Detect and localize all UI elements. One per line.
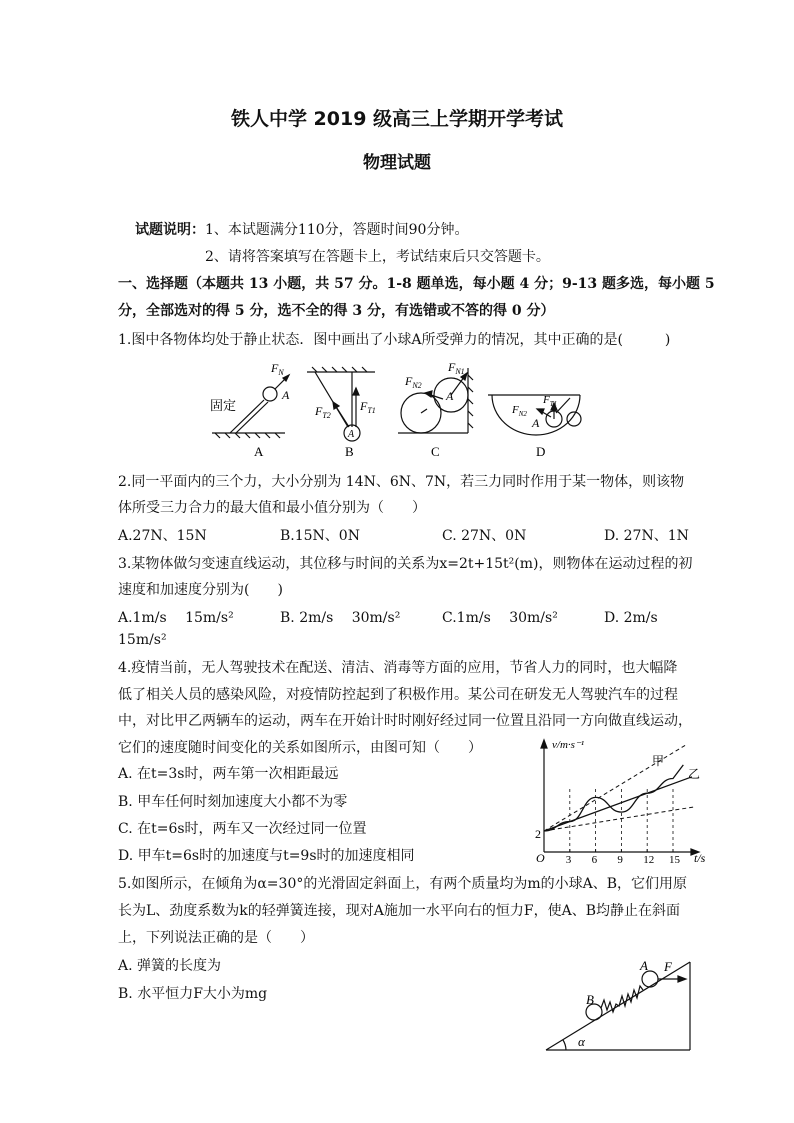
- q1a-ball: A: [282, 388, 290, 402]
- q3-option-c: C.1m/s 30m/s²: [442, 610, 558, 626]
- q1a-fixed-label: 固定: [210, 398, 237, 413]
- vt-origin: O: [536, 851, 545, 865]
- q2-option-c: C. 27N、0N: [442, 528, 527, 544]
- vt-upper-envelope: [544, 745, 686, 831]
- q1d-fn2-sub: N2: [518, 410, 527, 418]
- q1d-ball: A: [532, 416, 540, 430]
- q1b-ft1: F: [360, 399, 368, 413]
- q1-label-c: C: [431, 444, 440, 459]
- q1-figure: [0, 355, 794, 465]
- q1b-ball: A: [348, 429, 355, 440]
- q3-option-d-wrap: 15m/s²: [118, 632, 167, 648]
- q4-stem-4: 它们的速度随时间变化的关系如图所示，由图可知（ ）: [118, 740, 482, 756]
- svg-text:FN2: [404, 374, 422, 390]
- q1b-ft1-sub: T1: [367, 406, 376, 415]
- q5-stem-2: 长为L、劲度系数为k的轻弹簧连接，现对A施加一水平向右的恒力F，使A、B均静止在斜面: [118, 903, 681, 919]
- q4-option-b: B. 甲车任何时刻加速度大小都不为零: [118, 794, 348, 810]
- q1b-ft2-sub: T2: [322, 411, 331, 420]
- instructions-line-1: [135, 221, 468, 239]
- q1c-fn2: F: [405, 374, 413, 388]
- q5-stem-1: 5.如图所示，在倾角为α=30°的光滑固定斜面上，有两个质量均为m的小球A、B，它们用原: [118, 876, 688, 892]
- q2-option-d: D. 27N、1N: [604, 528, 689, 544]
- vt-guides: [544, 745, 695, 852]
- q1d-ft1-sub: T1: [549, 400, 558, 408]
- q4-option-d: D. 甲车t=6s时的加速度与t=9s时的加速度相同: [118, 848, 415, 864]
- q1d-ft1: F: [543, 394, 550, 406]
- vt-tick-label: 3: [565, 854, 572, 866]
- q3-option-d: D. 2m/s: [604, 610, 658, 626]
- vt-ylabel: v/m·s⁻¹: [552, 739, 585, 751]
- q2-stem-1: 2.同一平面内的三个力，大小分别为 14N、6N、7N，若三力同时作用于某一物体，则该物: [118, 474, 685, 490]
- q2-option-b: B.15N、0N: [280, 528, 360, 544]
- vt-jia-label: 甲: [652, 754, 665, 768]
- vt-tick-label: 12: [643, 854, 655, 866]
- q5-option-b: B. 水平恒力F大小为mg: [118, 986, 268, 1002]
- q2-option-a: A.27N、15N: [118, 528, 207, 544]
- q1c-fn1: F: [448, 360, 456, 374]
- q5-incline-figure: [540, 955, 700, 1055]
- vt-series: [544, 765, 692, 831]
- q5-ball-a: A: [640, 958, 648, 973]
- vt-series-yi: [544, 777, 692, 831]
- instructions-label: 试题说明：: [135, 222, 205, 238]
- instructions-line-2: 2、请将答案填写在答题卡上，考试结束后只交答题卡。: [205, 249, 550, 265]
- instructions-text-1: 1、本试题满分110分，答题时间90分钟。: [205, 222, 469, 238]
- svg-text:FN: [270, 361, 284, 377]
- q5-ball-b: B: [586, 992, 594, 1007]
- q1c-ball: A: [446, 389, 454, 403]
- q1c-fn2-sub: N2: [412, 381, 422, 390]
- q4-option-a: A. 在t=3s时，两车第一次相距最远: [118, 766, 339, 782]
- q1c-fn1-sub: N1: [455, 367, 465, 376]
- q3-option-b: B. 2m/s 30m/s²: [280, 610, 401, 626]
- q4-vt-graph: [530, 735, 710, 865]
- q4-stem-2: 低了相关人员的感染风险，对疫情防控起到了积极作用。某公司在研发无人驾驶汽车的过程: [118, 687, 678, 703]
- q1-stem: 1.图中各物体均处于静止状态．图中画出了小球A所受弹力的情况，其中正确的是( ): [118, 332, 671, 348]
- vt-y0: 2: [535, 827, 541, 841]
- svg-text:FN1: [447, 360, 465, 376]
- svg-text:FT1: [542, 394, 557, 408]
- vt-tick-label: 6: [591, 854, 598, 866]
- q3-stem-2: 速度和加速度分别为( ): [118, 582, 283, 598]
- svg-text:FT2: [314, 404, 331, 420]
- q3-option-a: A.1m/s 15m/s²: [118, 610, 234, 626]
- vt-tick-label: 9: [617, 854, 623, 866]
- q1d-fn2: F: [512, 404, 519, 416]
- vt-yi-label: 乙: [688, 767, 701, 781]
- subject-title: 物理试题: [363, 153, 431, 173]
- q1b-ft2: F: [315, 404, 323, 418]
- q1a-fn: F: [271, 361, 279, 375]
- vt-lower-envelope: [544, 807, 695, 831]
- q5-angle-alpha: α: [578, 1034, 585, 1049]
- vt-series-jia: [544, 765, 683, 831]
- q4-option-c: C. 在t=6s时，两车又一次经过同一位置: [118, 821, 367, 837]
- vt-tick-label: 15: [669, 854, 680, 866]
- q3-stem-1: 3.某物体做匀变速直线运动，其位移与时间的关系为x=2t+15t²(m)，则物体在运动过程的初: [118, 556, 693, 572]
- q1-label-b: B: [345, 444, 354, 459]
- q5-option-a: A. 弹簧的长度为: [118, 958, 222, 974]
- section-heading-2: 分，全部选对的得 5 分，选不全的得 3 分，有选错或不答的得 0 分）: [118, 303, 555, 319]
- q1-label-a: A: [254, 444, 264, 459]
- q4-stem-1: 4.疫情当前，无人驾驶技术在配送、清洁、消毒等方面的应用，节省人力的同时，也大幅降: [118, 660, 678, 676]
- section-heading-1: 一、选择题（本题共 13 小题，共 57 分。1-8 题单选，每小题 4 分；9-13 题多选，每小题 5: [118, 276, 715, 292]
- q5-force-f: F: [664, 959, 672, 974]
- svg-text:FN2: [511, 404, 527, 418]
- q5-stem-3: 上，下列说法正确的是（ ）: [118, 930, 314, 946]
- svg-text:FT1: [359, 399, 376, 415]
- q4-stem-3: 中，对比甲乙两辆车的运动，两车在开始计时时刚好经过同一位置且沿同一方向做直线运动，: [118, 713, 692, 729]
- vt-xlabel: t/s: [694, 851, 706, 865]
- q1a-fn-sub: N: [278, 368, 284, 377]
- q1-label-d: D: [536, 444, 546, 459]
- q2-stem-2: 体所受三力合力的最大值和最小值分别为（ ）: [118, 500, 426, 516]
- exam-title: 铁人中学 2019 级高三上学期开学考试: [230, 108, 564, 130]
